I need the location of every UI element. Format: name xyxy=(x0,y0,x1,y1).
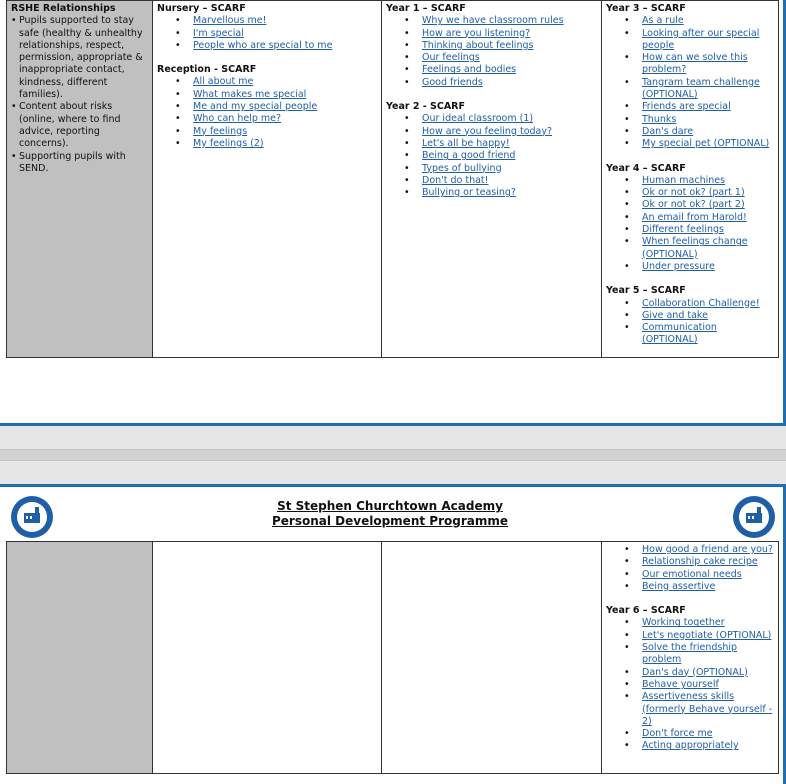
year5-cont-links xyxy=(622,544,774,593)
lesson-link[interactable]: Looking after our special people xyxy=(642,27,760,51)
nursery-heading: Nursery – SCARF xyxy=(157,3,246,14)
lesson-link[interactable]: Thinking about feelings xyxy=(422,39,534,51)
page-two xyxy=(0,484,786,784)
lesson-link[interactable]: Communication (OPTIONAL) xyxy=(642,322,717,346)
lesson-link[interactable]: Ok or not ok? (part 2) xyxy=(642,199,745,211)
page-title-programme: Personal Development Programme xyxy=(272,514,508,528)
year3-heading: Year 3 – SCARF xyxy=(606,3,686,14)
year3-links xyxy=(622,15,774,150)
year2-heading: Year 2 - SCARF xyxy=(386,101,465,113)
rshe-heading: RSHE Relationships xyxy=(11,3,116,14)
lesson-link[interactable]: How good a friend are you? xyxy=(642,544,773,555)
reception-heading: Reception - SCARF xyxy=(157,64,257,76)
page-header xyxy=(0,487,783,541)
lesson-link[interactable]: Let's negotiate (OPTIONAL) xyxy=(642,629,772,641)
lesson-link[interactable]: Our ideal classroom (1) xyxy=(422,113,534,125)
year5-heading: Year 5 – SCARF xyxy=(606,285,686,297)
curriculum-table-page2 xyxy=(6,541,779,774)
year4-links xyxy=(622,175,774,273)
lesson-link[interactable]: Don't do that! xyxy=(422,174,489,186)
lesson-link[interactable]: Feelings and bodies xyxy=(422,64,517,76)
year6-links xyxy=(622,617,774,752)
lesson-link[interactable]: My special pet (OPTIONAL) xyxy=(642,138,770,150)
rshe-bullet: • Content about risks (online, where to find advice, reporting concerns). xyxy=(11,101,148,150)
lesson-link[interactable]: How are you feeling today? xyxy=(422,125,553,137)
lesson-link[interactable]: I'm special xyxy=(193,27,244,39)
year6-heading: Year 6 – SCARF xyxy=(606,605,686,617)
lesson-link[interactable]: Collaboration Challenge! xyxy=(642,297,760,309)
lesson-link[interactable]: As a rule xyxy=(642,15,684,27)
year5-links xyxy=(622,298,774,347)
lesson-link[interactable]: People who are special to me xyxy=(193,39,333,51)
year1-heading: Year 1 – SCARF xyxy=(386,3,466,14)
lesson-link[interactable]: Being a good friend xyxy=(422,150,516,162)
reception-links xyxy=(173,76,377,150)
lesson-link[interactable]: Tangram team challenge (OPTIONAL) xyxy=(642,76,760,101)
year3-year5-cell xyxy=(602,1,779,358)
lesson-link[interactable]: Human machines xyxy=(642,174,726,186)
lesson-link[interactable]: How are you listening? xyxy=(422,27,531,39)
year1-links xyxy=(402,15,597,89)
curriculum-table-page1 xyxy=(6,0,779,358)
year2-links xyxy=(402,113,597,199)
lesson-link[interactable]: Under pressure xyxy=(642,260,715,272)
lesson-link[interactable]: Assertiveness skills (formerly Behave yourself - 2) xyxy=(642,691,773,727)
empty-cell xyxy=(382,542,602,774)
lesson-link[interactable]: Acting appropriately xyxy=(642,740,739,752)
rshe-relationships-cell xyxy=(7,1,153,358)
rshe-bullet: • Pupils supported to stay safe (healthy & unhealthy relationships, respect, permission, appropriate & inappropriate contact, kindness, different families). xyxy=(11,15,148,101)
lesson-link[interactable]: Being assertive xyxy=(642,580,716,592)
lesson-link[interactable]: What makes me special xyxy=(193,88,307,100)
lesson-link[interactable]: Don't force me xyxy=(642,728,713,740)
lesson-link[interactable]: When feelings change (OPTIONAL) xyxy=(642,236,748,260)
nursery-reception-cell xyxy=(153,1,382,358)
lesson-link[interactable]: Give and take xyxy=(642,309,708,321)
lesson-link[interactable]: How can we solve this problem? xyxy=(642,52,748,76)
lesson-link[interactable]: Working together xyxy=(642,617,725,629)
lesson-link[interactable]: Why we have classroom rules xyxy=(422,15,564,27)
lesson-link[interactable]: Thunks xyxy=(642,113,677,125)
lesson-link[interactable]: My feelings (2) xyxy=(193,137,264,149)
lesson-link[interactable]: Friends are special xyxy=(642,101,731,113)
nursery-links xyxy=(173,15,377,52)
year5-year6-cell xyxy=(602,542,779,774)
rshe-bullet: • Supporting pupils with SEND. xyxy=(11,151,148,176)
lesson-link[interactable]: Behave yourself xyxy=(642,678,719,690)
lesson-link[interactable]: An email from Harold! xyxy=(642,211,747,223)
grey-cell xyxy=(7,542,153,774)
lesson-link[interactable]: Marvellous me! xyxy=(193,15,267,27)
lesson-link[interactable]: Ok or not ok? (part 1) xyxy=(642,187,745,199)
school-logo-icon xyxy=(732,495,776,539)
year4-heading: Year 4 – SCARF xyxy=(606,162,686,174)
lesson-link[interactable]: Our emotional needs xyxy=(642,568,742,580)
lesson-link[interactable]: Our feelings xyxy=(422,52,480,64)
lesson-link[interactable]: Solve the friendship problem xyxy=(642,642,738,666)
lesson-link[interactable]: Relationship cake recipe xyxy=(642,556,758,568)
lesson-link[interactable]: All about me xyxy=(193,76,254,88)
lesson-link[interactable]: Good friends xyxy=(422,76,483,88)
lesson-link[interactable]: Bullying or teasing? xyxy=(422,187,516,199)
lesson-link[interactable]: Me and my special people xyxy=(193,101,318,113)
year1-year2-cell xyxy=(382,1,602,358)
lesson-link[interactable]: Dan's day (OPTIONAL) xyxy=(642,666,748,678)
lesson-link[interactable]: Different feelings xyxy=(642,224,724,236)
lesson-link[interactable]: Who can help me? xyxy=(193,113,282,125)
page-title-school: St Stephen Churchtown Academy xyxy=(277,499,503,513)
lesson-link[interactable]: My feelings xyxy=(193,125,248,137)
school-logo-icon xyxy=(10,495,54,539)
lesson-link[interactable]: Let's all be happy! xyxy=(422,137,510,149)
lesson-link[interactable]: Types of bullying xyxy=(422,162,502,174)
empty-cell xyxy=(153,542,382,774)
rshe-bullets xyxy=(11,15,148,175)
lesson-link[interactable]: Dan's dare xyxy=(642,125,694,137)
page-divider xyxy=(0,449,786,461)
